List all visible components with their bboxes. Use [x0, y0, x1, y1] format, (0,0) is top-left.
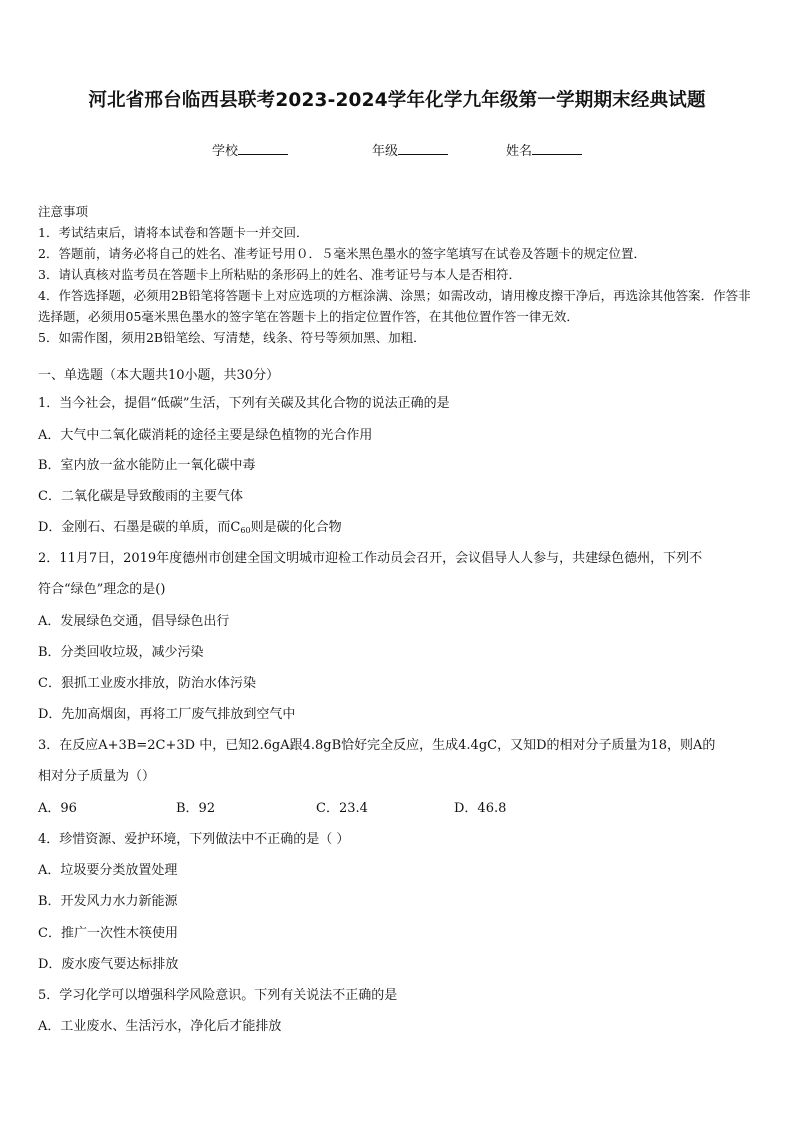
name-blank: [532, 142, 582, 155]
q3-stem-line2: 相对分子质量为（）: [38, 769, 156, 784]
q1-option-a: A．大气中二氧化碳消耗的途径主要是绿色植物的光合作用: [38, 428, 373, 443]
notice-item: 3．请认真核对监考员在答题卡上所粘贴的条形码上的姓名、准考证号与本人是否相符．: [38, 267, 521, 282]
q1-option-d-text: D．金刚石、石墨是碳的单质，而C: [38, 520, 241, 535]
q2-option-a: A．发展绿色交通，倡导绿色出行: [38, 614, 230, 629]
notice-item: 2．答题前，请务必将自己的姓名、准考证号用０．５毫米黑色墨水的签字笔填写在试卷及答题卡的规定位置．: [38, 246, 646, 261]
q1-stem: 1．当今社会，提倡“低碳”生活，下列有关碳及其化合物的说法正确的是: [38, 396, 450, 411]
q2-option-c: C．狠抓工业废水排放，防治水体污染: [38, 676, 256, 691]
q3-option-d: D．46.8: [454, 801, 507, 816]
grade-label: 年级: [372, 144, 399, 159]
notice-item: 1．考试结束后，请将本试卷和答题卡一并交回．: [38, 225, 309, 240]
q2-option-b: B．分类回收垃圾，减少污染: [38, 645, 204, 660]
q3-options: [38, 800, 763, 818]
notice-item: 5．如需作图，须用2B铅笔绘、写清楚，线条、符号等须加黑、加粗．: [38, 330, 426, 345]
notice-block: [38, 202, 763, 348]
grade-field: [372, 140, 448, 159]
q3-option-a: A．96: [38, 801, 77, 816]
q4-option-a: A．垃圾要分类放置处理: [38, 863, 178, 878]
q3-option-b: B．92: [176, 801, 216, 816]
q1-option-b: B．室内放一盆水能防止一氧化碳中毒: [38, 458, 256, 473]
school-field: [212, 140, 288, 159]
q1-option-d-tail: 则是碳的化合物: [250, 520, 342, 535]
q4-option-d: D．废水废气要达标排放: [38, 957, 179, 972]
q5-stem: 5．学习化学可以增强科学风险意识。下列有关说法不正确的是: [38, 988, 398, 1003]
q3-stem-line1: 3．在反应A+3B=2C+3D 中，已知2.6gA跟4.8gB恰好完全反应，生成4.4gC，又知D的相对分子质量为18，则A的: [38, 738, 716, 753]
school-label: 学校: [212, 144, 239, 159]
q5-option-a: A．工业废水、生活污水，净化后才能排放: [38, 1019, 282, 1034]
school-blank: [238, 142, 288, 155]
q4-option-b: B．开发风力水力新能源: [38, 894, 178, 909]
q1-option-d-sub: 60: [240, 526, 251, 535]
q1-option-d: [38, 519, 763, 540]
q2-option-d: D．先加高烟囱，再将工厂废气排放到空气中: [38, 707, 296, 722]
q4-option-c: C．推广一次性木筷使用: [38, 926, 178, 941]
q1-option-c: C．二氧化碳是导致酸雨的主要气体: [38, 489, 243, 504]
q2-stem-line1: 2．11月7日，2019年度德州市创建全国文明城市迎检工作动员会召开，会议倡导人人参与，共建绿色德州，下列不: [38, 551, 703, 566]
name-field: [506, 140, 582, 159]
exam-title: 河北省邢台临西县联考2023-2024学年化学九年级第一学期期末经典试题: [88, 90, 706, 111]
q2-stem-line2: 符合“绿色”理念的是(): [38, 582, 166, 597]
section-heading: 一、单选题（本大题共10小题，共30分）: [38, 368, 280, 383]
q4-stem: 4．珍惜资源、爱护环境，下列做法中不正确的是（ ）: [38, 832, 350, 847]
notice-item: 4．作答选择题，必须用2B铅笔将答题卡上对应选项的方框涂满、涂黑；如需改动，请用橡皮擦干净后，再选涂其他答案．作答非选择题，必须用05毫米黑色墨水的签字笔在答题卡上的指定位置作答，在其他位置作答一律无效．: [38, 288, 751, 324]
name-label: 姓名: [506, 144, 533, 159]
notice-heading: 注意事项: [38, 204, 89, 219]
q3-option-c: C．23.4: [316, 801, 368, 816]
grade-blank: [398, 142, 448, 155]
